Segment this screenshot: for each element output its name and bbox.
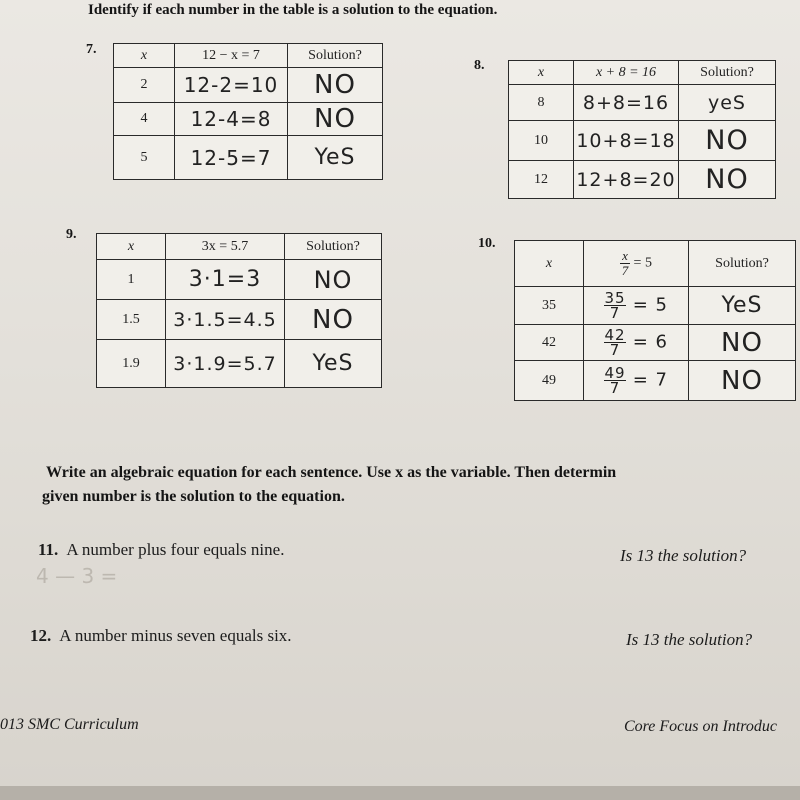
p8-header-equation: x + 8 = 16 <box>574 61 679 85</box>
p9-row3-work: 3·1.9=5.7 <box>166 340 285 388</box>
p10-header-equation <box>584 241 689 287</box>
problem-10-number: 10. <box>478 236 496 251</box>
p10-header-x: x <box>515 241 584 287</box>
p10-header-frac-den: 7 <box>621 263 629 278</box>
p10-row3-num: 49 <box>604 364 626 382</box>
p10-row3-den: 7 <box>609 379 621 397</box>
p9-row2-work: 3·1.5=4.5 <box>166 300 285 340</box>
p8-header-x: x <box>509 61 574 85</box>
table-surface <box>0 786 800 800</box>
p8-row3-work: 12+8=20 <box>574 161 679 199</box>
problem-12 <box>30 626 292 646</box>
p10-row2-x: 42 <box>515 325 584 361</box>
p9-header-equation: 3x = 5.7 <box>166 234 285 260</box>
footer-copyright: 013 SMC Curriculum <box>0 716 139 733</box>
p8-header-solution: Solution? <box>679 61 776 85</box>
p10-row3-rhs: = 7 <box>632 369 668 391</box>
p9-row1-work: 3·1=3 <box>166 260 285 300</box>
p8-row3-answer: NO <box>679 161 776 199</box>
p7-header-equation: 12 − x = 7 <box>175 44 288 68</box>
p7-row3-x: 5 <box>114 136 175 180</box>
problem-9-table <box>96 233 382 388</box>
p8-row3-x: 12 <box>509 161 574 199</box>
p7-row2-work: 12-4=8 <box>175 103 288 136</box>
p9-row1-answer: NO <box>285 260 382 300</box>
p7-row2-x: 4 <box>114 103 175 136</box>
p7-row1-answer: NO <box>288 68 383 103</box>
erased-pencil-mark: 4 — 3 = <box>36 564 118 588</box>
p10-row2-work <box>584 325 689 361</box>
footer-book-title: Core Focus on Introduc <box>624 718 778 735</box>
problem-12-number: 12. <box>30 626 52 645</box>
problem-8-table <box>508 60 776 199</box>
p7-row1-work: 12-2=10 <box>175 68 288 103</box>
mid-instructions-line2: given number is the solution to the equation. <box>42 488 345 505</box>
p10-row1-x: 35 <box>515 287 584 325</box>
p8-row1-x: 8 <box>509 85 574 121</box>
problem-10-table <box>514 240 796 401</box>
p8-row1-answer: yeS <box>679 85 776 121</box>
p10-row2-rhs: = 6 <box>632 331 668 353</box>
p10-header-solution: Solution? <box>689 241 796 287</box>
p8-row2-x: 10 <box>509 121 574 161</box>
p9-header-x: x <box>97 234 166 260</box>
p10-row2-answer: NO <box>689 325 796 361</box>
p9-row3-x: 1.9 <box>97 340 166 388</box>
p10-row2-den: 7 <box>609 341 621 359</box>
p10-row1-den: 7 <box>609 304 621 322</box>
p10-row3-x: 49 <box>515 361 584 401</box>
problem-7-table <box>113 43 383 180</box>
problem-12-text: A number minus seven equals six. <box>59 626 292 645</box>
p9-row1-x: 1 <box>97 260 166 300</box>
p7-header-solution: Solution? <box>288 44 383 68</box>
p10-row3-work <box>584 361 689 401</box>
problem-9-number: 9. <box>66 227 77 242</box>
p10-header-rhs: = 5 <box>633 255 652 271</box>
p10-row1-answer: YeS <box>689 287 796 325</box>
p9-header-solution: Solution? <box>285 234 382 260</box>
p8-row2-work: 10+8=18 <box>574 121 679 161</box>
p9-row2-x: 1.5 <box>97 300 166 340</box>
p8-row1-work: 8+8=16 <box>574 85 679 121</box>
p10-header-frac-num: x <box>622 248 628 263</box>
problem-11-number: 11. <box>38 540 59 559</box>
p7-header-x: x <box>114 44 175 68</box>
problem-11 <box>38 540 284 560</box>
p10-row3-answer: NO <box>689 361 796 401</box>
problem-11-question: Is 13 the solution? <box>620 546 747 565</box>
p9-row3-answer: YeS <box>285 340 382 388</box>
mid-instructions-line1: Write an algebraic equation for each sentence. Use x as the variable. Then determin <box>46 464 617 481</box>
top-instructions: Identify if each number in the table is a solution to the equation. <box>88 2 498 18</box>
p9-row2-answer: NO <box>285 300 382 340</box>
p10-row1-rhs: = 5 <box>632 294 668 316</box>
p8-row2-answer: NO <box>679 121 776 161</box>
p10-row2-num: 42 <box>604 326 626 344</box>
p7-row2-answer: NO <box>288 103 383 136</box>
p10-row1-num: 35 <box>604 289 626 307</box>
p7-row3-work: 12-5=7 <box>175 136 288 180</box>
p10-row1-work <box>584 287 689 325</box>
p7-row1-x: 2 <box>114 68 175 103</box>
p7-row3-answer: YeS <box>288 136 383 180</box>
problem-8-number: 8. <box>474 58 485 73</box>
problem-11-text: A number plus four equals nine. <box>66 540 285 559</box>
problem-7-number: 7. <box>86 42 97 57</box>
problem-12-question: Is 13 the solution? <box>626 630 753 649</box>
